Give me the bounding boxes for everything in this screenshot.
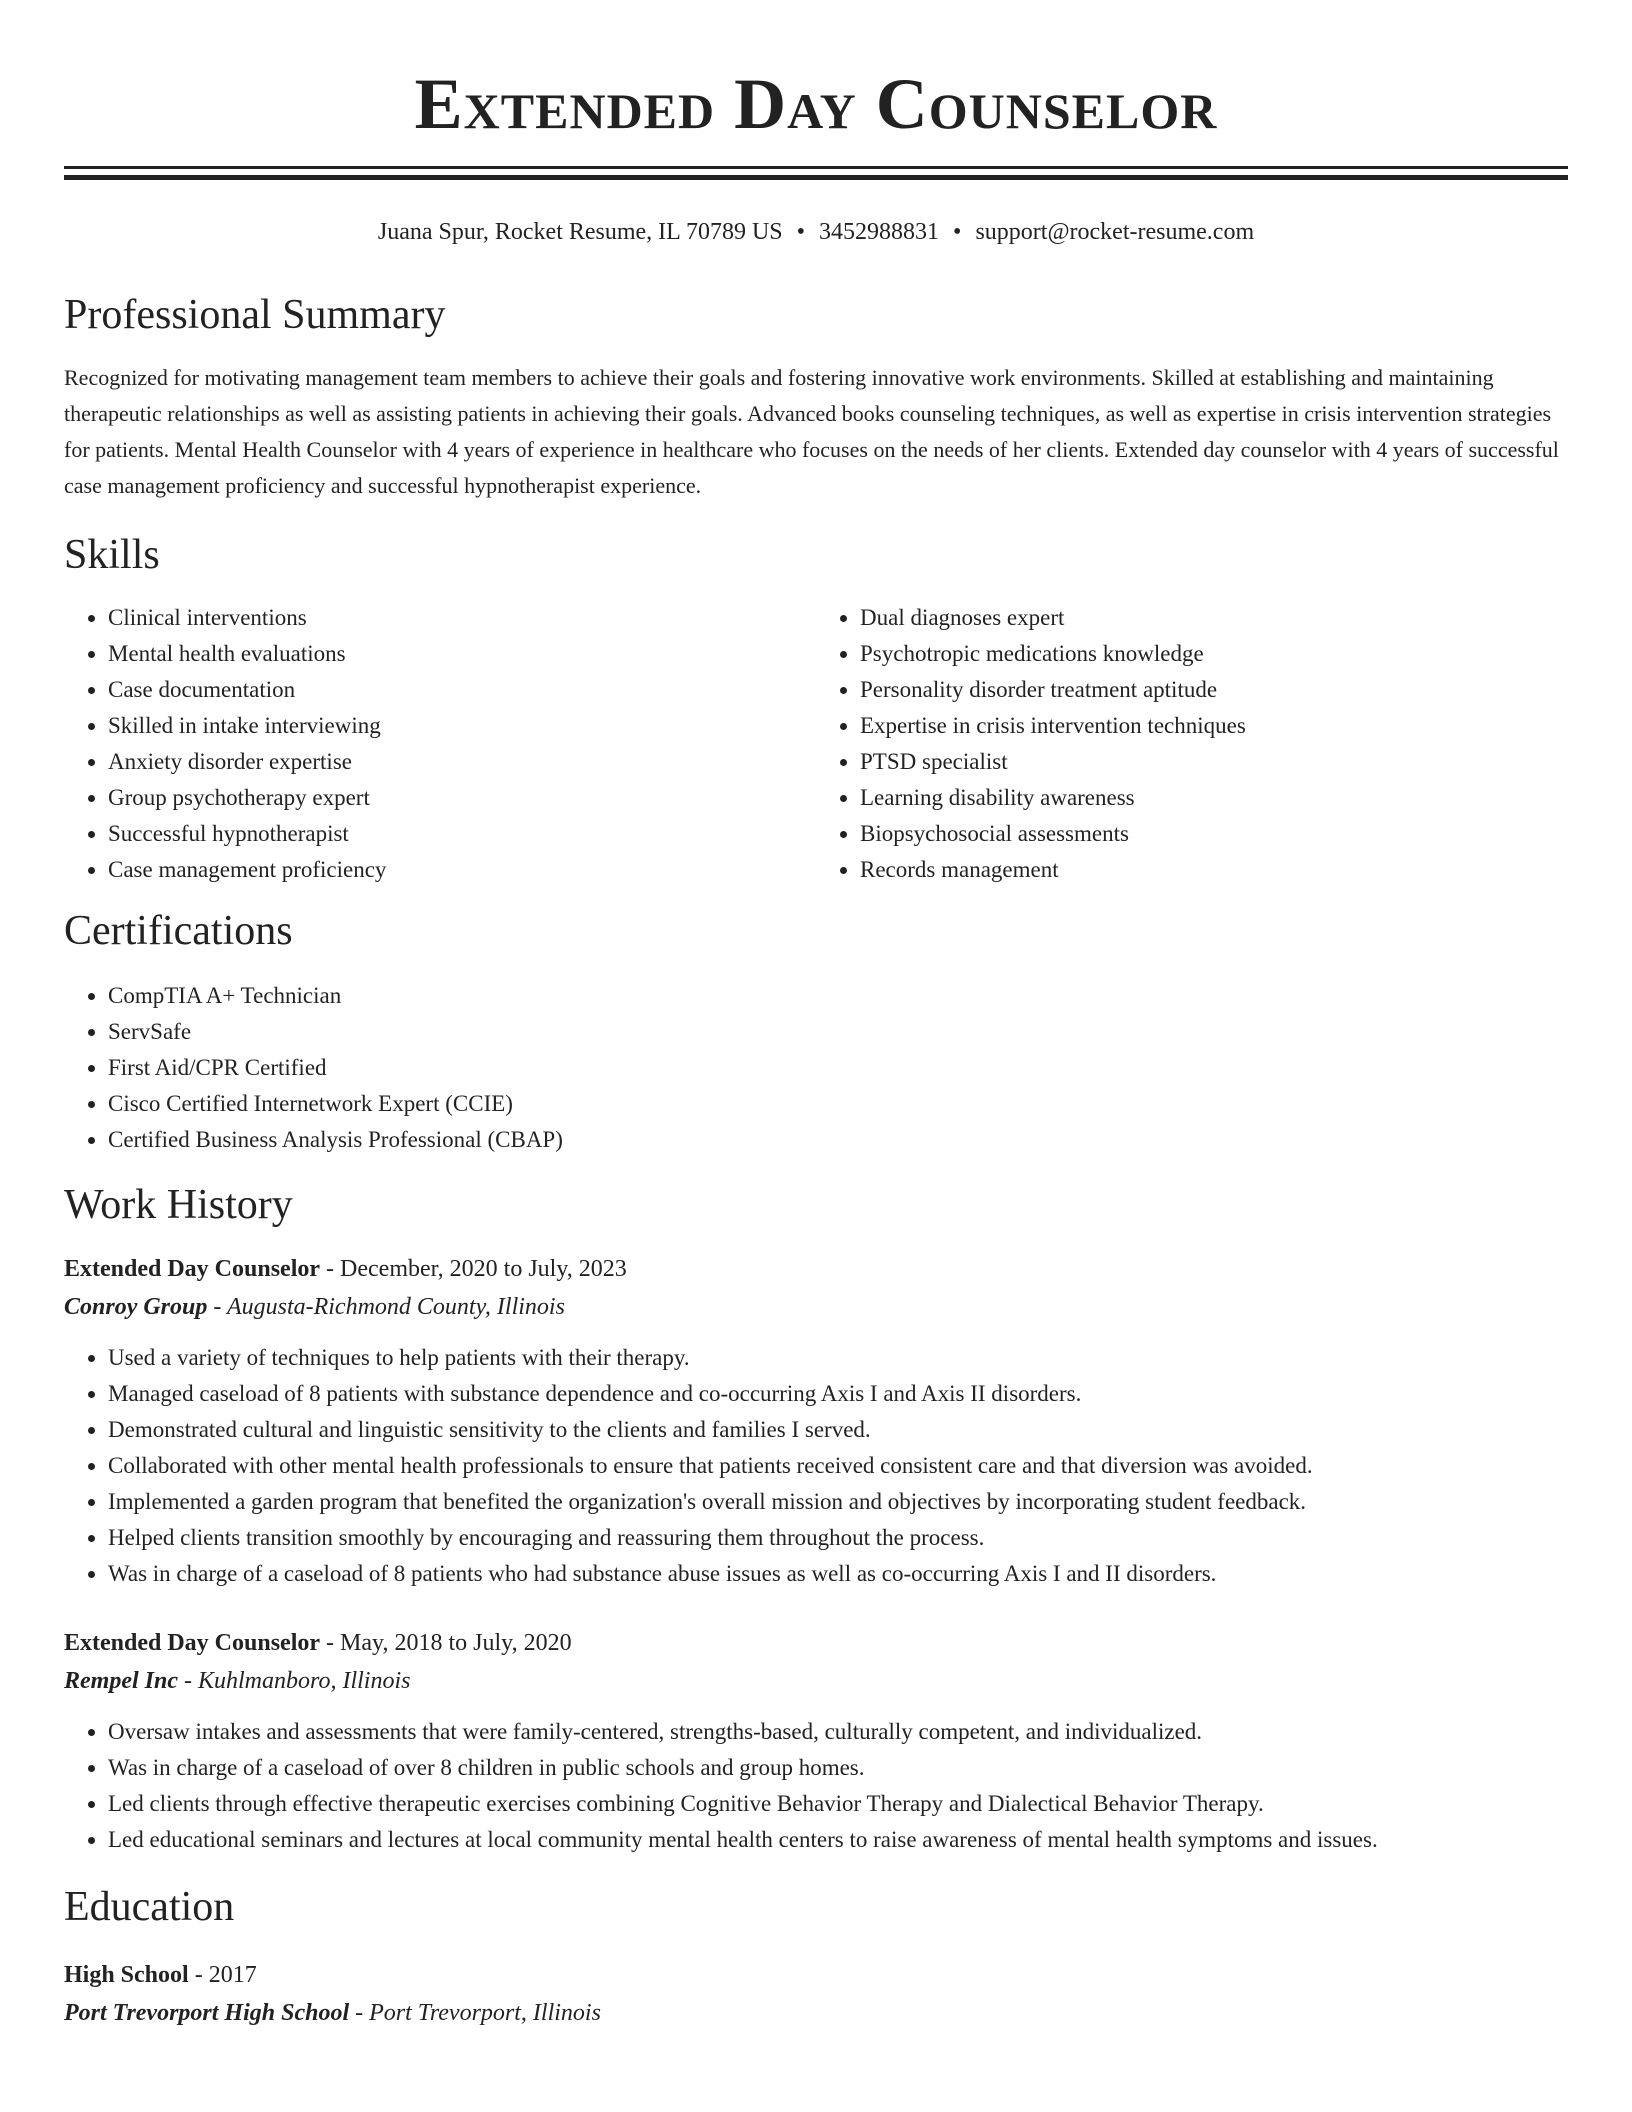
job-bullet: • Helped clients transition smoothly by encouraging and reassuring them throughout the process.	[108, 1520, 1568, 1556]
skill-item: • Case management proficiency	[108, 852, 816, 888]
job-bullet: • Led clients through effective therapeutic exercises combining Cognitive Behavior Therapy and Dialectical Behavior Therapy.	[108, 1786, 1568, 1822]
job-bullet: • Led educational seminars and lectures at local community mental health centers to raise awareness of mental health symptoms and issues.	[108, 1822, 1568, 1858]
skills-heading: Skills	[64, 532, 160, 578]
job-title-line	[64, 1250, 1568, 1288]
header-rule-thick	[64, 175, 1568, 180]
header-rule-thin	[64, 166, 1568, 169]
job-bullet: • Demonstrated cultural and linguistic sensitivity to the clients and families I served.	[108, 1412, 1568, 1448]
job-dates: December, 2020 to July, 2023	[340, 1256, 627, 1282]
education-school-line	[64, 1994, 1568, 2032]
job-bullet: • Was in charge of a caseload of 8 patients who had substance abuse issues as well as co-occurring Axis I and II disorders.	[108, 1556, 1568, 1592]
job-location: Augusta-Richmond County, Illinois	[226, 1294, 565, 1320]
work-history-heading: Work History	[64, 1182, 293, 1228]
skill-item: • Skilled in intake interviewing	[108, 708, 816, 744]
skill-item: • PTSD specialist	[860, 744, 1568, 780]
certification-item: • Certified Business Analysis Professional (CBAP)	[108, 1122, 1568, 1158]
skills-list-left	[64, 600, 816, 888]
job-role: Extended Day Counselor	[64, 1256, 321, 1282]
contact-separator: •	[796, 219, 806, 245]
skill-item: • Successful hypnotherapist	[108, 816, 816, 852]
dash-separator: -	[178, 1668, 198, 1694]
skill-item: • Clinical interventions	[108, 600, 816, 636]
job-bullet: • Used a variety of techniques to help patients with their therapy.	[108, 1340, 1568, 1376]
summary-heading: Professional Summary	[64, 292, 446, 338]
job-bullet: • Oversaw intakes and assessments that were family-centered, strengths-based, culturally competent, and individualized.	[108, 1714, 1568, 1750]
skill-item: • Psychotropic medications knowledge	[860, 636, 1568, 672]
skills-list-right	[816, 600, 1568, 888]
skill-item: • Learning disability awareness	[860, 780, 1568, 816]
job-company: Rempel Inc	[64, 1668, 178, 1694]
education-location: Port Trevorport, Illinois	[369, 2000, 601, 2026]
job-entry	[64, 1624, 1568, 1858]
education-school: Port Trevorport High School	[64, 2000, 350, 2026]
job-bullet: • Managed caseload of 8 patients with substance dependence and co-occurring Axis I and Axis II disorders.	[108, 1376, 1568, 1412]
job-bullets	[64, 1714, 1568, 1858]
contact-phone: 3452988831	[819, 219, 940, 245]
contact-email: support@rocket-resume.com	[975, 219, 1255, 245]
skill-item: • Mental health evaluations	[108, 636, 816, 672]
job-entry	[64, 1250, 1568, 1592]
education-heading: Education	[64, 1884, 235, 1930]
certification-item: • First Aid/CPR Certified	[108, 1050, 1568, 1086]
contact-separator: •	[953, 219, 962, 245]
job-bullets	[64, 1340, 1568, 1592]
job-bullet: • Was in charge of a caseload of over 8 children in public schools and group homes.	[108, 1750, 1568, 1786]
skill-item: • Case documentation	[108, 672, 816, 708]
education-degree: High School	[64, 1962, 189, 1988]
job-company: Conroy Group	[64, 1294, 208, 1320]
dash-separator: -	[349, 2000, 370, 2026]
certifications-heading: Certifications	[64, 908, 293, 954]
job-location: Kuhlmanboro, Illinois	[198, 1668, 411, 1694]
job-title-line	[64, 1624, 1568, 1662]
certification-item: • Cisco Certified Internetwork Expert (CCIE)	[108, 1086, 1568, 1122]
dash-separator: -	[188, 1962, 209, 1988]
education-degree-line	[64, 1956, 1568, 1994]
skill-item: • Biopsychosocial assessments	[860, 816, 1568, 852]
skills-columns	[64, 600, 1568, 888]
certification-item: • CompTIA A+ Technician	[108, 978, 1568, 1014]
job-bullet: • Collaborated with other mental health professionals to ensure that patients received consistent care and that diversion was avoided.	[108, 1448, 1568, 1484]
skill-item: • Records management	[860, 852, 1568, 888]
skill-item: • Dual diagnoses expert	[860, 600, 1568, 636]
dash-separator: -	[320, 1256, 341, 1282]
dash-separator: -	[320, 1630, 341, 1656]
skill-item: • Expertise in crisis intervention techniques	[860, 708, 1568, 744]
contact-address: Juana Spur, Rocket Resume, IL 70789 US	[377, 219, 783, 245]
contact-line	[64, 216, 1568, 248]
certification-item: • ServSafe	[108, 1014, 1568, 1050]
resume-title: Extended Day Counselor	[414, 64, 1218, 144]
job-bullet: • Implemented a garden program that benefited the organization's overall mission and objectives by incorporating student feedback.	[108, 1484, 1568, 1520]
dash-separator: -	[207, 1294, 227, 1320]
job-role: Extended Day Counselor	[64, 1630, 321, 1656]
job-dates: May, 2018 to July, 2020	[340, 1630, 572, 1656]
summary-text: Recognized for motivating management team members to achieve their goals and fostering innovative work environments. Skilled at establishing and maintaining therapeutic relationships as well as assisting patients in achieving their goals. Advanced books counseling techniques, as well as expertise in crisis intervention strategies for patients. Mental Health Counselor with 4 years of experience in healthcare who focuses on the needs of her clients. Extended day counselor with 4 years of successful case management proficiency and successful hypnotherapist experience.	[64, 365, 1559, 498]
skill-item: • Anxiety disorder expertise	[108, 744, 816, 780]
skill-item: • Group psychotherapy expert	[108, 780, 816, 816]
skill-item: • Personality disorder treatment aptitude	[860, 672, 1568, 708]
education-year: 2017	[208, 1962, 257, 1988]
certifications-list	[64, 978, 1568, 1158]
job-company-line	[64, 1662, 1568, 1700]
job-company-line	[64, 1288, 1568, 1326]
